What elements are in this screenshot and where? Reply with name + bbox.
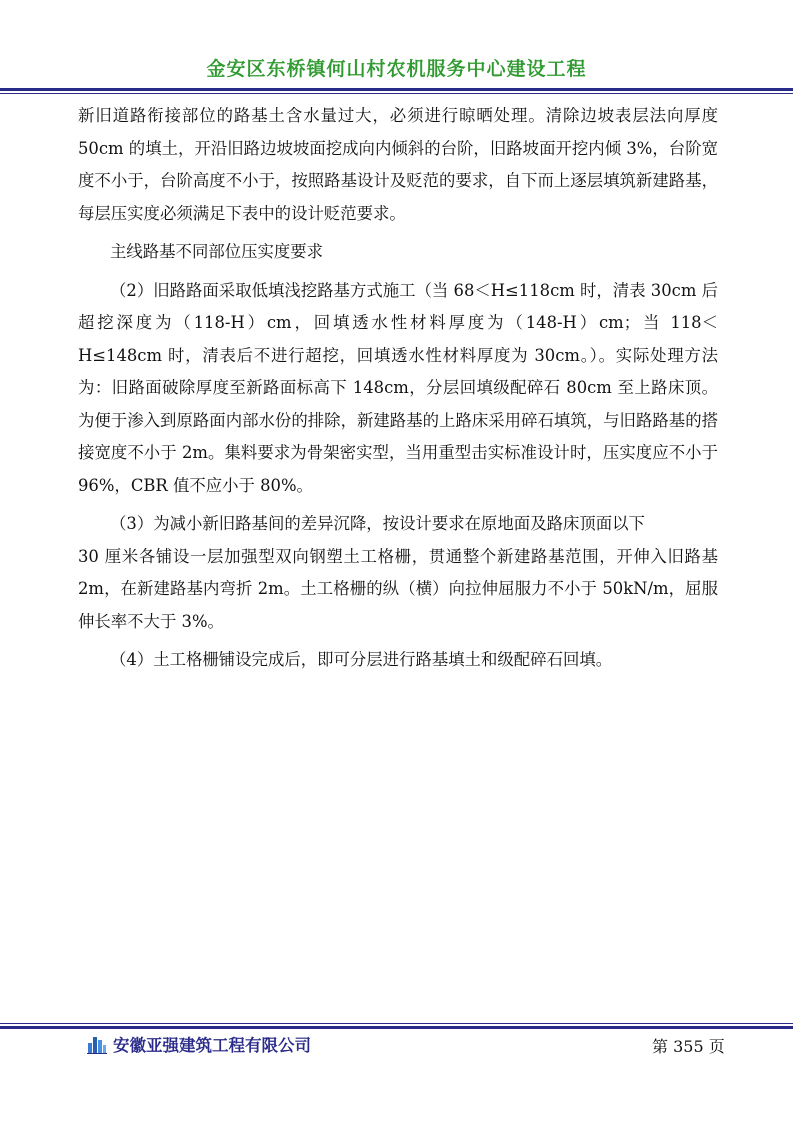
- header-rule: [0, 88, 793, 94]
- table-caption-compaction: 主线路基不同部位压实度要求: [110, 242, 324, 261]
- footer-rule: [0, 1023, 793, 1029]
- paragraph-old-road-treatment: （2）旧路路面采取低填浅挖路基方式施工（当 68＜H≤118cm 时，清表 30cm 后超挖深度为（118-H）cm，回填透水性材料厚度为（148-H）cm；当 118＜H≤148cm 时，清表后不进行超挖，回填透水性材料厚度为 30cm。）。实际处理方法为：旧路面破除厚度至新路面标高下 148cm，分层回填级配碎石 80cm 至上路床顶。为便于渗入到原路面内部水份的排除，新建路基的上路床采用碎石填筑，与旧路路基的搭接宽度不小于 2m。集料要求为骨架密实型，当用重型击实标准设计时，压实度应不小于 96%，CBR 值不应小于 80%。: [78, 280, 718, 495]
- page-number: 第 355 页: [652, 1037, 725, 1056]
- paragraph-geogrid-intro: （3）为减小新旧路基间的差异沉降，按设计要求在原地面及路床顶面以下: [110, 514, 645, 533]
- company-name: 安徽亚强建筑工程有限公司: [113, 1036, 311, 1055]
- document-body: [78, 100, 718, 677]
- footer-company: [87, 1033, 311, 1055]
- paragraph-backfill: （4）土工格栅铺设完成后，即可分层进行路基填土和级配碎石回填。: [110, 650, 613, 669]
- paragraph-subgrade-drying: 新旧道路衔接部位的路基土含水量过大，必须进行晾晒处理。清除边坡表层法向厚度 50cm 的填土，开沿旧路边坡坡面挖成向内倾斜的台阶，旧路坡面开挖内倾 3%，台阶宽度不小于，台阶高度不小于，按照路基设计及贬范的要求，自下而上逐层填筑新建路基，每层压实度必须满足下表中的设计贬范要求。: [78, 106, 718, 223]
- paragraph-geogrid-detail: 30 厘米各铺设一层加强型双向钢塑土工格栅，贯通整个新建路基范围，开伸入旧路基 2m，在新建路基内弯折 2m。土工格栅的纵（横）向拉伸屈服力不小于 50kN/m，屈服伸长率不大于 3%。: [78, 546, 718, 631]
- page-header-title: 金安区东桥镇何山村农机服务中心建设工程: [206, 58, 587, 80]
- building-logo-icon: [87, 1034, 107, 1054]
